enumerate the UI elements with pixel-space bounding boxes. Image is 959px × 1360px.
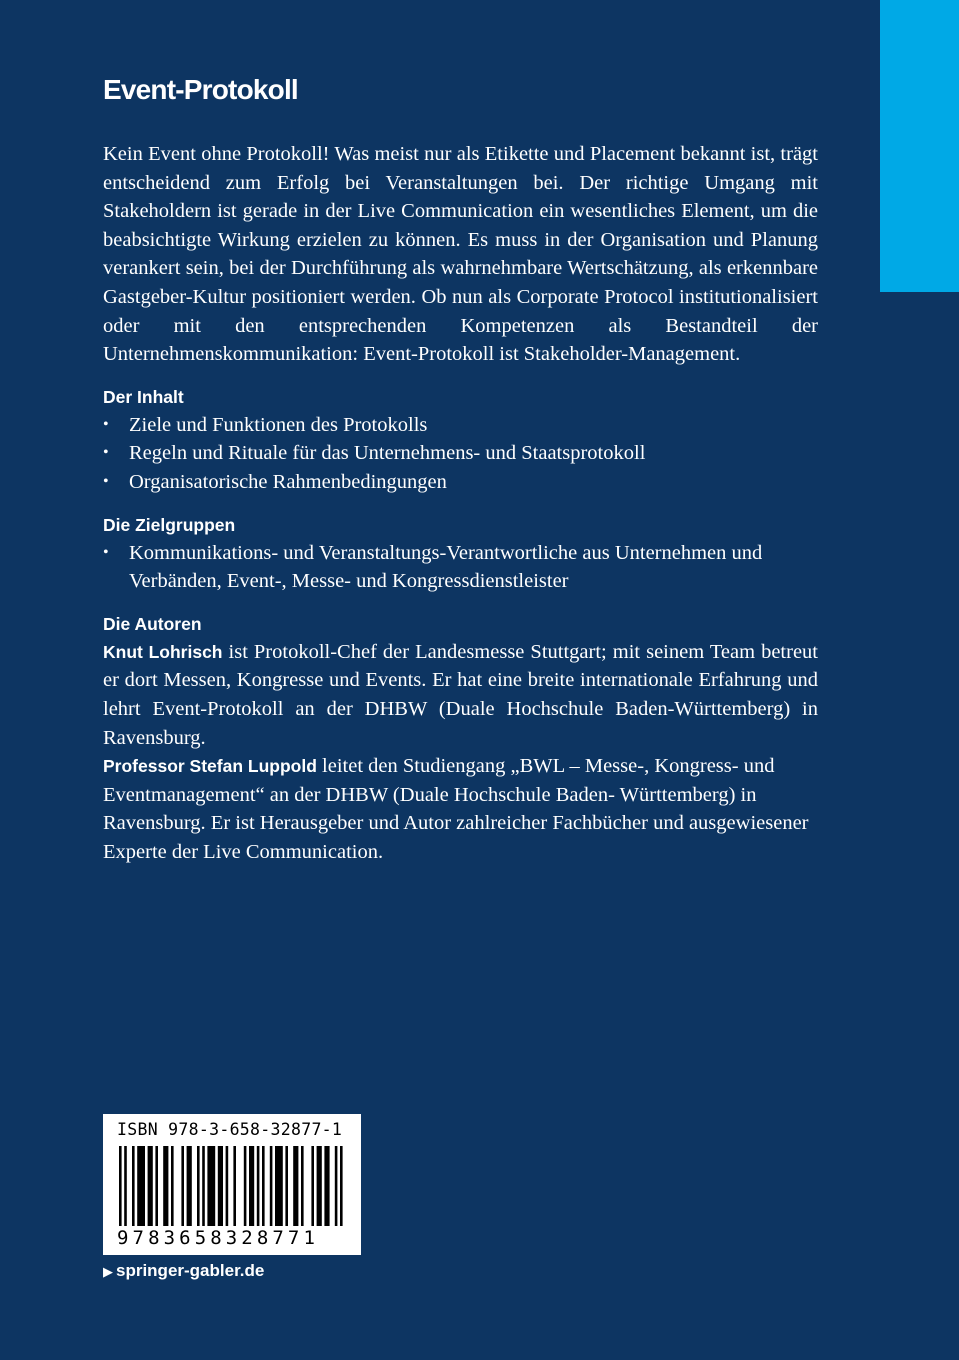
bullet-icon: •	[103, 472, 109, 490]
book-title: Event-Protokoll	[103, 74, 298, 105]
isbn-label: ISBN 978-3-658-32877-1	[117, 1120, 343, 1139]
barcode-bar	[207, 1146, 215, 1226]
barcode-bar	[163, 1146, 168, 1226]
authors-heading: Die Autoren	[103, 613, 202, 634]
list-item: • Ziele und Funktionen des Protokolls	[103, 411, 818, 440]
list-item: • Organisatorische Rahmenbedingungen	[103, 468, 818, 497]
barcode-bar	[301, 1146, 304, 1226]
contents-heading: Der Inhalt	[103, 386, 184, 407]
barcode-bar	[285, 1146, 288, 1226]
barcode-bar	[132, 1146, 135, 1226]
barcode-bar	[324, 1146, 329, 1226]
barcode-bar	[262, 1146, 265, 1226]
barcode-bar	[257, 1146, 260, 1226]
barcode-bar	[317, 1146, 322, 1226]
barcode-bar	[119, 1146, 122, 1226]
barcode-bar	[202, 1146, 205, 1226]
author2-name: Professor Stefan Luppold	[103, 756, 317, 777]
audience-list	[103, 539, 818, 596]
barcode-bar	[148, 1146, 153, 1226]
barcode-bar	[124, 1146, 127, 1226]
website-link[interactable]: ▶ springer-gabler.de	[103, 1261, 265, 1280]
barcode-bar	[155, 1146, 158, 1226]
barcode-bar	[197, 1146, 200, 1226]
intro-paragraph: Kein Event ohne Protokoll! Was meist nur als Etikette und Placement bekannt ist, trägt entscheidend zum Erfolg bei Veranstaltungen bei. Der richtige Umgang mit Stakeholdern ist gerade in der Live Communication ein wesentliches Element, um die beabsichtigte Wirkung erzielen zu können. Es muss in der Organisation und Planung verankert sein, bei der Durchführung als wahrnehmbare Wertschätzung, als erkennbare Gastgeber-Kultur positioniert werden. Ob nun als Corporate Protocol institutionalisiert oder mit den entsprechenden Kompetenzen als Bestandteil der Unternehmenskommunikation: Event-Protokoll ist Stakeholder-Management.	[103, 143, 818, 366]
accent-bar	[880, 0, 959, 292]
barcode-bar	[137, 1146, 145, 1226]
barcode-bar	[233, 1146, 236, 1226]
barcode-digits: 9783658328771	[117, 1227, 320, 1249]
audience-heading: Die Zielgruppen	[103, 514, 236, 535]
barcode-bar	[293, 1146, 298, 1226]
barcode-icon	[117, 1146, 347, 1226]
bullet-icon: •	[103, 543, 109, 561]
bullet-icon: •	[103, 444, 109, 462]
barcode-bar	[226, 1146, 229, 1226]
barcode-bar	[270, 1146, 273, 1226]
barcode-bar	[311, 1146, 314, 1226]
author1-name: Knut Lohrisch	[103, 641, 223, 662]
contents-list	[103, 411, 818, 497]
barcode-bar	[181, 1146, 184, 1226]
bullet-icon: •	[103, 415, 109, 433]
list-item: • Regeln und Rituale für das Unternehmens- und Staatsprotokoll	[103, 439, 818, 468]
barcode-bar	[218, 1146, 223, 1226]
author2-bio: Professor Stefan Luppold leitet den Studiengang „BWL – Messe-, Kongress- und Eventmanagement“ an der DHBW (Duale Hochschule Baden- Württemberg) in Ravensburg. Er ist Herausgeber und Autor zahlreicher Fachbücher und ausgewiesener Experte der Live Communication.	[103, 755, 809, 863]
arrow-right-icon: ▶	[103, 1264, 113, 1279]
list-item: • Kommunikations- und Veranstaltungs-Verantwortliche aus Unternehmen und Verbänden, Event-, Messe- und Kongressdienstleister	[103, 539, 818, 596]
author1-bio: Knut Lohrisch ist Protokoll-Chef der Landesmesse Stuttgart; mit seinem Team betreut er dort Messen, Kongresse und Events. Er hat eine breite internationale Erfahrung und lehrt Event-Protokoll an der DHBW (Duale Hochschule Baden-Württemberg) in Ravensburg.	[103, 640, 818, 749]
barcode-bar	[340, 1146, 343, 1226]
barcode-bar	[171, 1146, 174, 1226]
barcode-bar	[275, 1146, 283, 1226]
barcode-bar	[335, 1146, 338, 1226]
barcode-bar	[244, 1146, 247, 1226]
barcode-bar	[249, 1146, 254, 1226]
isbn-barcode	[103, 1114, 361, 1255]
back-cover-text	[103, 70, 818, 866]
barcode-bar	[187, 1146, 192, 1226]
